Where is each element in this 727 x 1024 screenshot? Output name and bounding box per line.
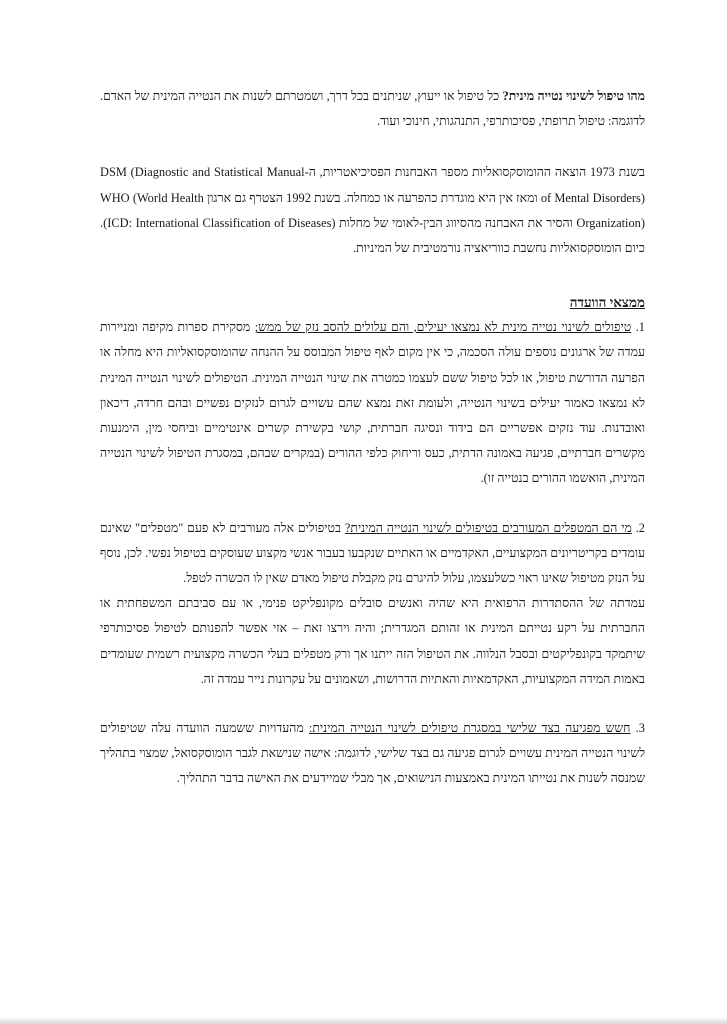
history-paragraph: בשנת 1973 הוצאה ההומוסקסואליות מספר האבחנות הפסיכיאטריות, ה-DSM (Diagnostic and Statistical Manual of Mental Disorders) ומאז אין היא מוגדרת כהפרעה או כמחלה. בשנת 1992 הצטרף גם ארגון WHO (World Health Organization) והסיר את האבחנה מהסיווג הבין-לאומי של מחלות (ICD: International Classification of Diseases). כיום הומוסקסואליות נחשבת כווריאציה נורמטיבית של המיניות. xyxy=(100,165,645,256)
intro-definition: כל טיפול או ייעוץ, שניתנים בכל דרך, ושמטרתם לשנות את הנטייה המינית של האדם. לדוגמה: טיפול תרופתי, פסיכותרפי, התנהגותי, חינוכי ועוד. xyxy=(100,89,645,129)
finding-2-body: בטיפולים אלה מעורבים לא פעם "מטפלים" שאינם עומדים בקריטריונים המקצועיים, האקדמיים או האתיים שנקבעו בעבור אנשי מקצוע שעוסקים בטיפול נפשי. לכן, נוסף על הנזק מטיפול שאינו ראוי כשלעצמו, עלול להיגרם נזק מקבלת טיפול מאדם שאין לו הכשרה לטפל. xyxy=(100,520,645,586)
page-bottom-edge xyxy=(0,1017,727,1024)
finding-3 xyxy=(100,716,645,792)
finding-2-number: 2. xyxy=(635,520,645,535)
finding-1-title: טיפולים לשינוי נטייה מינית לא נמצאו יעילים, והם עלולים להסב נזק של ממש; xyxy=(254,320,632,335)
finding-1 xyxy=(100,315,645,491)
finding-2-continuation: עמדתה של ההסתדרות הרפואית היא שהיה ואנשים סובלים מקונפליקט פנימי, או עם סביבתם המשפחתית או החברתית על רקע נטייתם המינית או זהותם המגדרית; והיה וירצו זאת – אזי אפשר להפנותם לטיפול פסיכותרפי שיתמקד בקונפליקטים ובסבל הנלווה. את הטיפול הזה ייתנו אך ורק מטפלים בעלי הכשרה מקצועית רשמית שעומדים באמות המידה המקצועיות, האקדמאיות והאתיות הדרושות, ושאמונים על עקרונות נייר עמדה זה. xyxy=(100,596,645,686)
finding-3-number: 3. xyxy=(635,721,645,736)
finding-1-number: 1. xyxy=(635,320,645,335)
intro-question: מהו טיפול לשינוי נטייה מינית? xyxy=(502,89,645,103)
intro-paragraph xyxy=(100,84,645,134)
finding-1-body: מסקירת ספרות מקיפה ומניירות עמדה של ארגונים נוספים עולה הסכמה, כי אין מקום לאף טיפול המבוסס על ההנחה שהומוסקסואליות היא מחלה או הפרעה הדורשת טיפול, או לכל טיפול ששם לעצמו כמטרה את שינוי הנטייה המינית. הטיפולים לשינוי הנטייה המינית לא נמצאו כאמור יעילים בשינוי הנטייה, ולעומת זאת נמצא שהם עשויים לגרום לנזקים נפשיים ובהם חרדה, דיכאון ואובדנות. עוד נזקים אפשריים הם בידוד ונסיגה חברתית, קושי בקשירת קשרים אינטימיים וביחסי מין, הימנעות מקשרים חברתיים, פגיעה באמונה הדתית, כעס וריחוק כלפי ההורים (במקרים שבהם, במסגרת הטיפול לשינוי הנטייה המינית, הואשמו ההורים בנטייה זו). xyxy=(100,320,645,486)
finding-3-title: חשש מפגיעה בצד שלישי במסגרת טיפולים לשינוי הנטייה המינית: xyxy=(308,721,631,736)
finding-2 xyxy=(100,516,645,592)
finding-3-body: מהעדויות ששמעה הוועדה עלה שטיפולים לשינוי הנטייה המינית עשויים לגרום פגיעה גם בצד שלישי, לדוגמה: אישה שנישאת לגבר הומוסקסואל, שמצוי בתהליך שמנסה לשנות את נטייתו המינית באמצעות הנישואים, אך מבלי שמיידעים את האישה בדבר התהליך. xyxy=(100,721,645,786)
finding-2-title: מי הם המטפלים המעורבים בטיפולים לשינוי הנטייה המינית? xyxy=(344,520,632,535)
section-heading: ממצאי הוועדה xyxy=(569,295,645,311)
